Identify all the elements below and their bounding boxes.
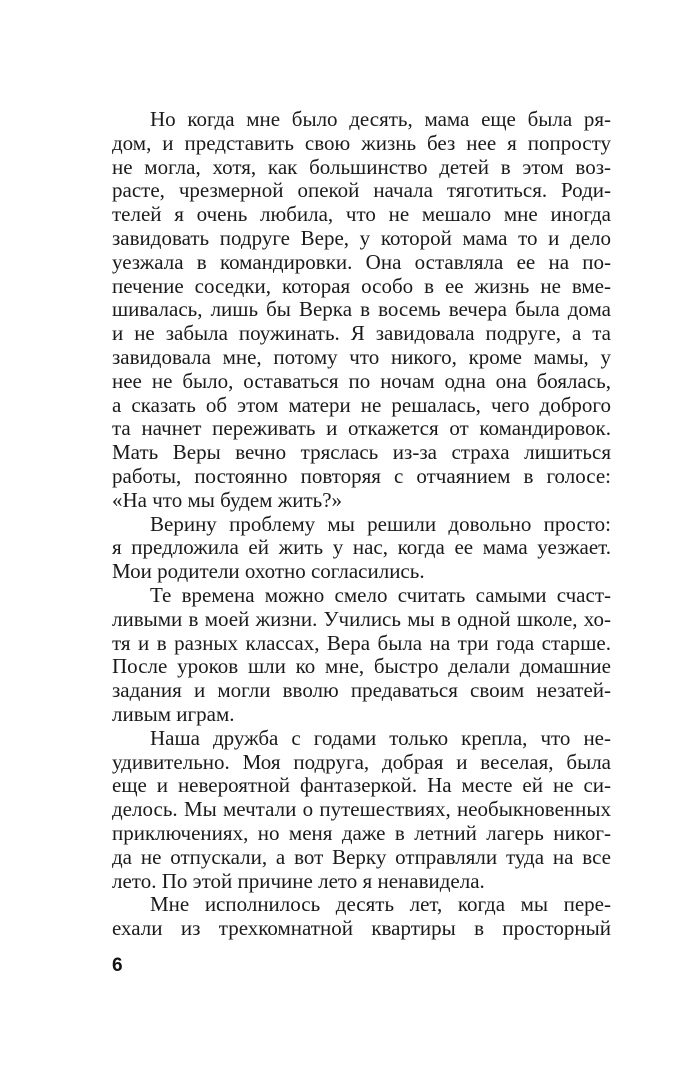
text-line: лето. По этой причине лето я ненавидела. <box>112 868 485 893</box>
text-line: да не отпускали, а вот Верку отправляли туда на все <box>112 844 611 869</box>
text-line: еще и невероятной фантазеркой. На месте ей не си- <box>112 773 611 798</box>
text-line: работы, постоянно повторяя с отчаянием в голосе: <box>112 463 611 488</box>
text-line: расте, чрезмерной опекой начала тяготиться. Роди- <box>112 178 611 203</box>
text-line: Мои родители охотно согласились. <box>112 559 425 584</box>
text-line: печение соседки, которая особо в ее жизнь не вме- <box>112 273 611 298</box>
text-line: удивительно. Моя подруга, добрая и веселая, была <box>112 749 611 774</box>
text-line: а сказать об этом матери не решалась, чего доброго <box>112 392 611 417</box>
text-line: уезжала в командировки. Она оставляла ее на по- <box>112 249 611 274</box>
page-body-text <box>112 108 611 941</box>
text-line: Верину проблему мы решили довольно просто: <box>150 511 611 536</box>
text-line: не могла, хотя, как большинство детей в этом воз- <box>112 154 611 179</box>
text-line: Мне исполнилось десять лет, когда мы пере- <box>150 892 611 917</box>
text-line: завидовала мне, потому что никого, кроме мамы, у <box>112 344 611 369</box>
text-line: ливым играм. <box>112 701 235 726</box>
text-line: «На что мы будем жить?» <box>112 487 343 512</box>
paragraph <box>112 513 611 584</box>
text-line: приключениях, но меня даже в летний лагерь никог- <box>112 820 611 845</box>
text-line: задания и могли вволю предаваться своим незатей- <box>112 678 611 703</box>
paragraph <box>112 727 611 894</box>
paragraph <box>112 108 611 513</box>
text-line: дом, и представить свою жизнь без нее я попросту <box>112 130 611 155</box>
text-line: та начнет переживать и откажется от командировок. <box>112 416 611 441</box>
text-line: ехали из трехкомнатной квартиры в просторный <box>112 916 611 941</box>
page-number: 6 <box>112 955 123 976</box>
paragraph <box>112 893 611 941</box>
text-line: и не забыла поужинать. Я завидовала подруге, а та <box>112 321 611 346</box>
text-line: делось. Мы мечтали о путешествиях, необыкновенных <box>112 797 611 822</box>
paragraph <box>112 584 611 727</box>
text-line: шивалась, лишь бы Верка в восемь вечера была дома <box>112 297 611 322</box>
text-line: ливыми в моей жизни. Учились мы в одной школе, хо- <box>112 606 611 631</box>
text-line: телей я очень любила, что не мешало мне иногда <box>112 202 611 227</box>
text-line: нее не было, оставаться по ночам одна она боялась, <box>112 368 611 393</box>
text-line: тя и в разных классах, Вера была на три года старше. <box>112 630 611 655</box>
text-line: завидовать подруге Вере, у которой мама то и дело <box>112 225 611 250</box>
text-line: Наша дружба с годами только крепла, что не- <box>150 725 611 750</box>
text-line: Те времена можно смело считать самыми счаст- <box>150 582 611 607</box>
text-line: я предложила ей жить у нас, когда ее мама уезжает. <box>112 535 611 560</box>
text-line: Мать Веры вечно тряслась из-за страха лишиться <box>112 440 611 465</box>
text-line: Но когда мне было десять, мама еще была ря- <box>150 107 611 131</box>
text-line: После уроков шли ко мне, быстро делали домашние <box>112 654 611 679</box>
